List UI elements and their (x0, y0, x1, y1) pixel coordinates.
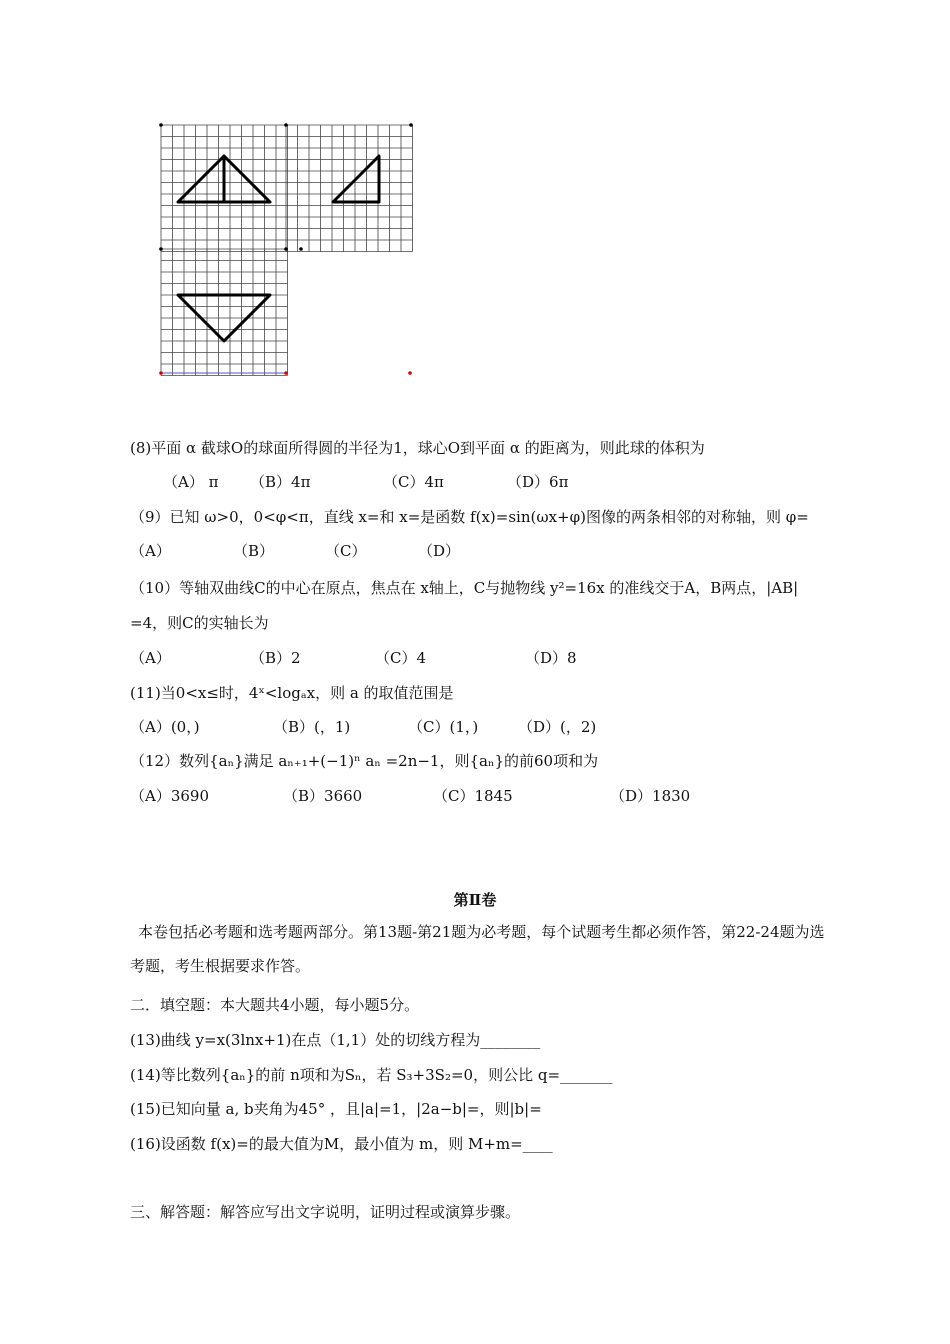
q9-option-d: （D） (418, 542, 461, 560)
q12-option-c: （C）1845 (433, 787, 513, 805)
q9-option-b: （B） (233, 542, 275, 560)
q8-option-a: （A） π (163, 473, 219, 491)
q10-option-a: （A） (130, 649, 171, 667)
solution-heading: 三、解答题：解答应写出文字说明，证明过程或演算步骤。 (130, 1203, 521, 1221)
q12-option-b: （B）3660 (283, 787, 363, 805)
q9-option-c: （C） (325, 542, 367, 560)
question-10-line1: （10）等轴双曲线C的中心在原点，焦点在 x轴上，C与抛物线 y²=16x 的准线交于A，B两点，|AB| (130, 579, 799, 597)
question-8: (8)平面 α 截球O的球面所得圆的半径为1，球心O到平面 α 的距离为，则此球的体积为 (130, 439, 705, 457)
question-15: (15)已知向量 a, b夹角为45° ，且|a|=1，|2a−b|=，则|b|= (130, 1100, 542, 1118)
q11-option-b: （B）(，1) (273, 718, 351, 736)
q10-option-c: （C）4 (375, 649, 427, 667)
q10-option-d: （D）8 (525, 649, 577, 667)
question-12: （12）数列{aₙ}满足 aₙ₊₁+(−1)ⁿ aₙ =2n−1，则{aₙ}的前60项和为 (130, 752, 599, 770)
q9-option-a: （A） (130, 542, 171, 560)
q11-option-c: （C）(1，) (408, 718, 479, 736)
q8-option-d: （D）6π (507, 473, 569, 491)
three-view-figure (150, 115, 420, 380)
fill-in-heading: 二．填空题：本大题共4小题，每小题5分。 (130, 996, 420, 1014)
q12-option-a: （A）3690 (130, 787, 210, 805)
q11-option-d: （D）(，2) (518, 718, 597, 736)
question-9: （9）已知 ω>0，0<φ<π，直线 x=和 x=是函数 f(x)=sin(ωx+φ)图像的两条相邻的对称轴，则 φ= (130, 508, 809, 526)
q12-option-d: （D）1830 (610, 787, 691, 805)
question-13: (13)曲线 y=x(3lnx+1)在点（1,1）处的切线方程为________ (130, 1031, 541, 1049)
side-view-triangle (333, 156, 379, 202)
question-11: (11)当0<x≤时，4ˣ<logₐx，则 a 的取值范围是 (130, 684, 454, 702)
q8-option-b: （B）4π (250, 473, 311, 491)
q11-option-a: （A）(0，) (130, 718, 200, 736)
question-16: (16)设函数 f(x)=的最大值为M，最小值为 m，则 M+m=____ (130, 1135, 553, 1153)
q8-option-c: （C）4π (383, 473, 444, 491)
q10-option-b: （B）2 (250, 649, 301, 667)
section-2-title: 第Ⅱ卷 (453, 891, 497, 909)
question-14: (14)等比数列{aₙ}的前 n项和为Sₙ，若 S₃+3S₂=0，则公比 q=_______ (130, 1066, 613, 1084)
section-2-intro: 本卷包括必考题和选考题两部分。第13题-第21题为必考题，每个试题考生都必须作答，第22-24题为选考题，考生根据要求作答。 (130, 923, 825, 975)
question-10-line2: =4，则C的实轴长为 (130, 614, 269, 632)
